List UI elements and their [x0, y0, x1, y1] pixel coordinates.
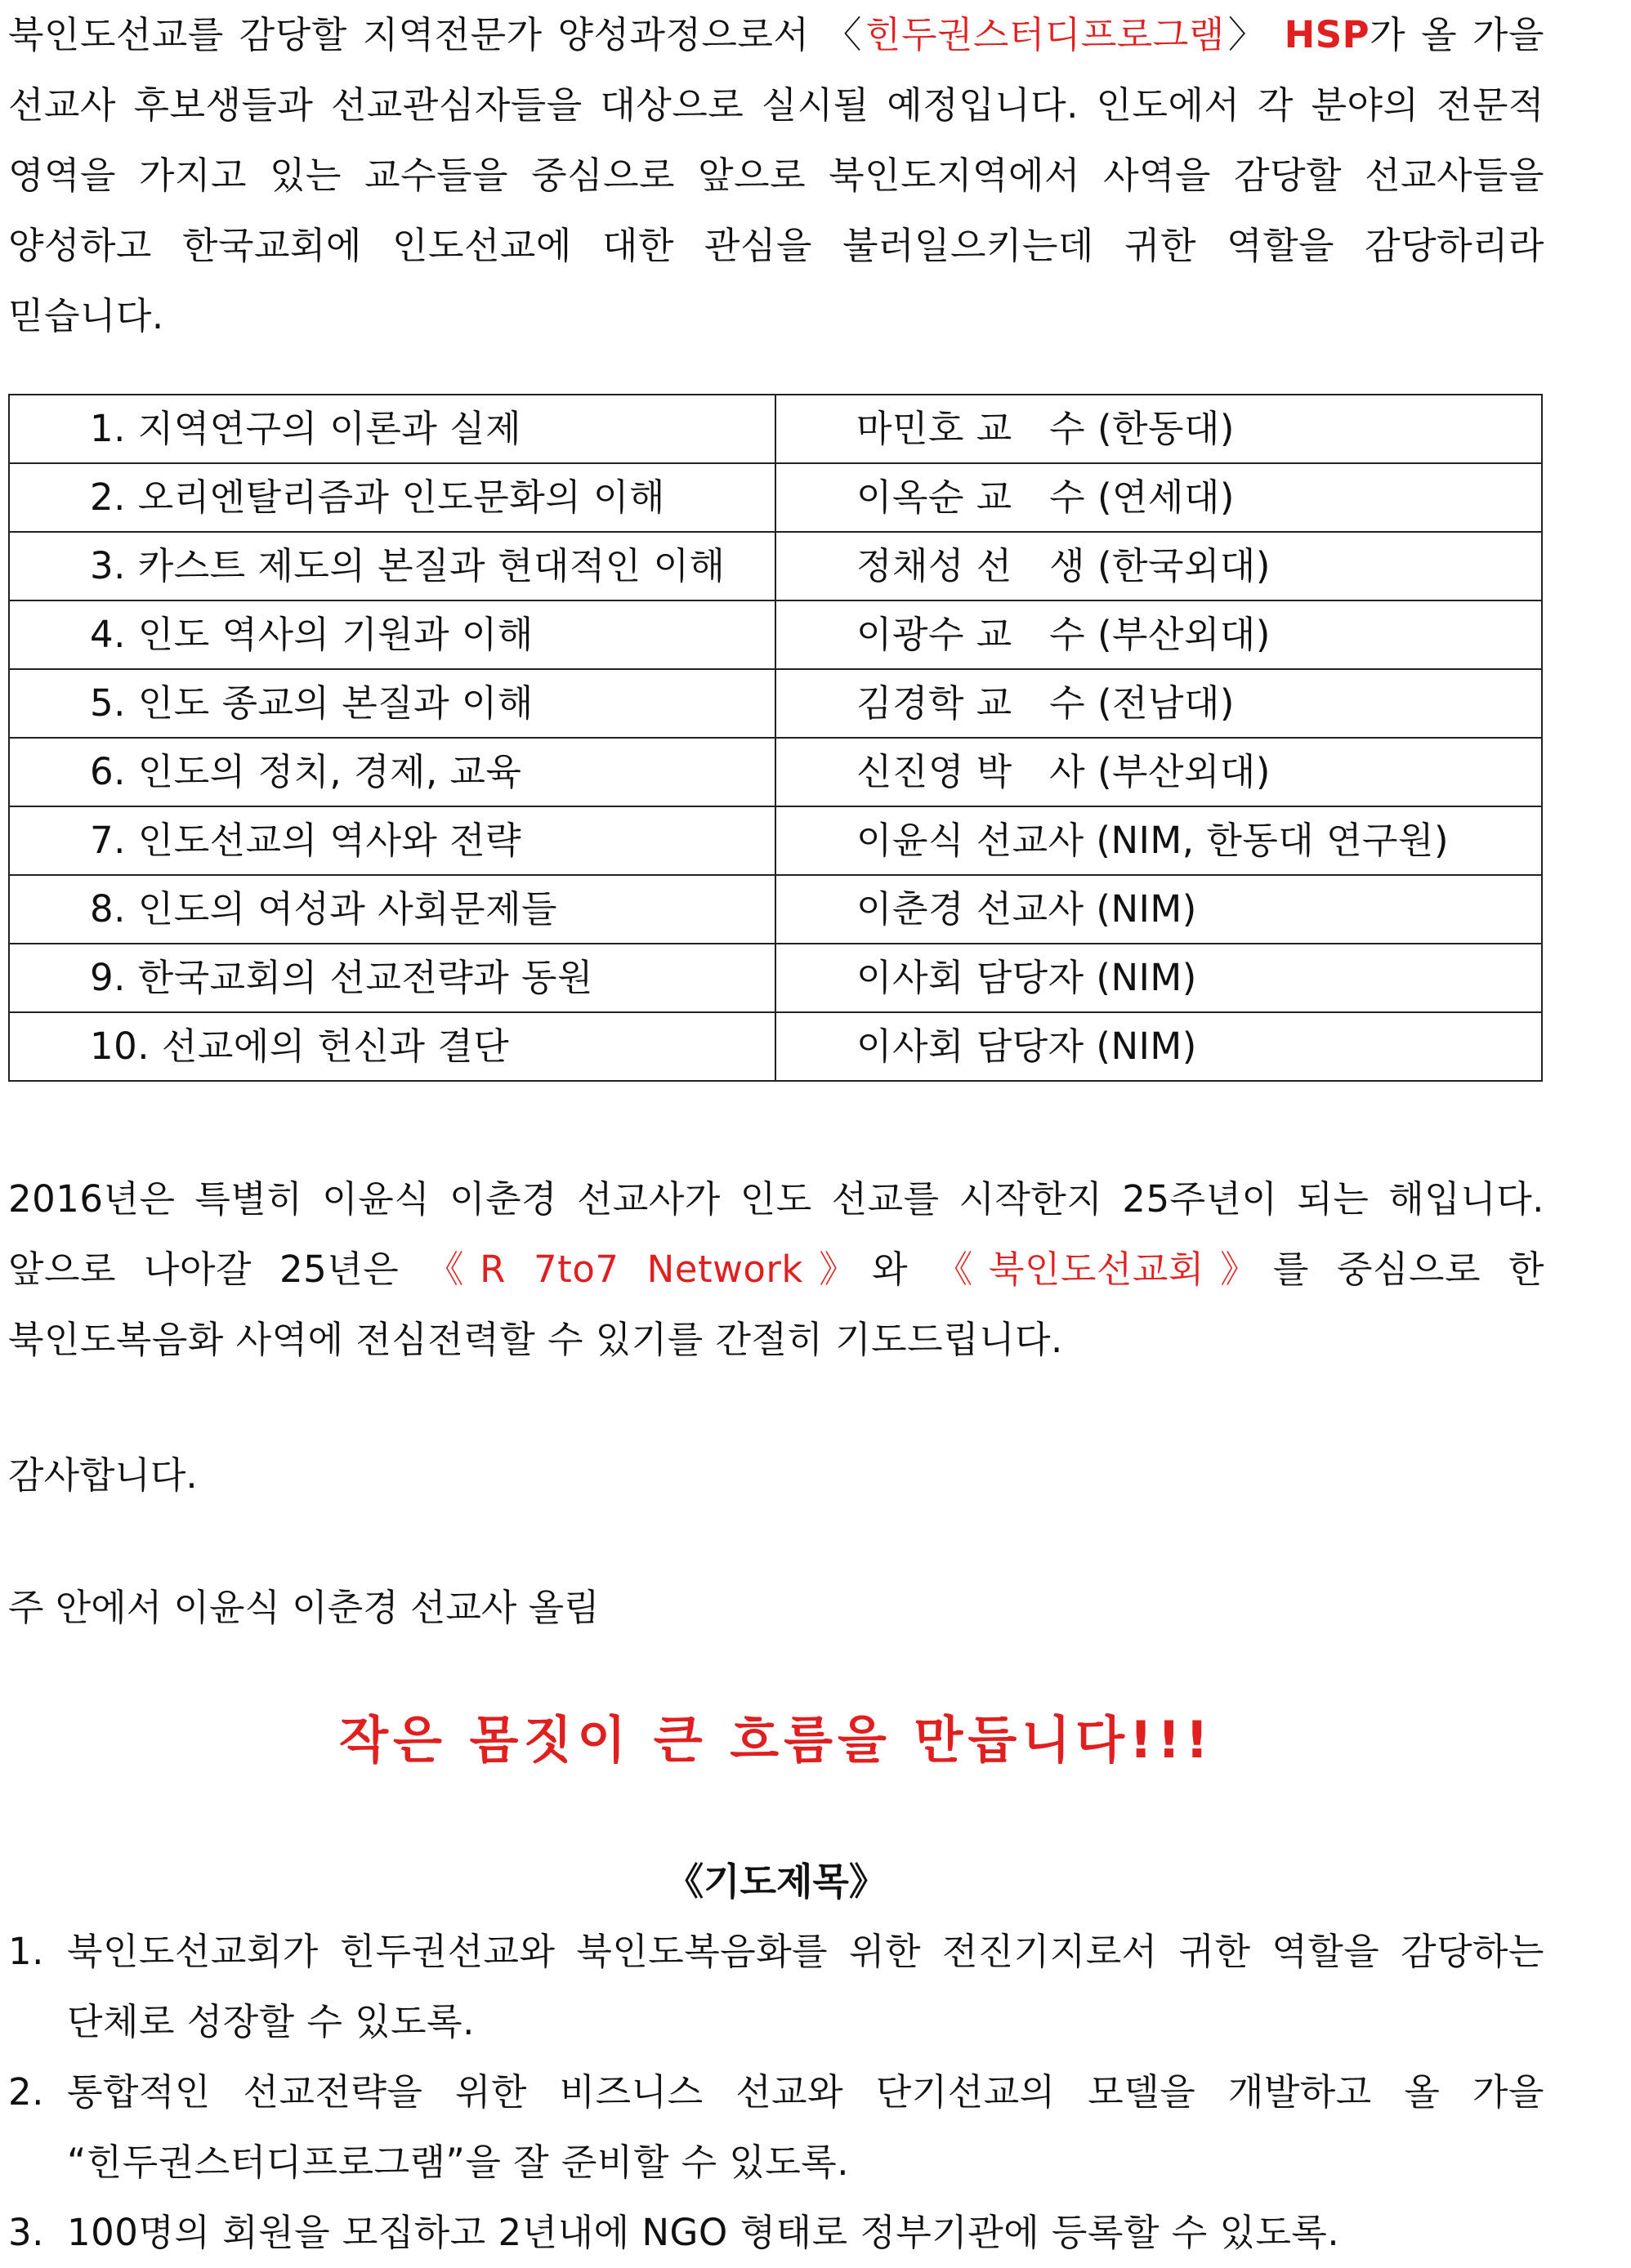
- course-instructor: 정채성 선 생 (한국외대): [775, 532, 1542, 600]
- list-item-number: 1.: [8, 1930, 44, 1973]
- list-item: [8, 2198, 1544, 2268]
- list-item: [8, 1917, 1544, 2057]
- intro-text-a: 북인도선교를 감당할 지역전문가 양성과정으로서 〈: [8, 13, 866, 56]
- prayer-title: 《기도제목》: [666, 1859, 887, 1904]
- program-abbr: HSP: [1284, 13, 1370, 56]
- course-title: 6. 인도의 정치, 경제, 교육: [9, 738, 775, 806]
- list-item-number: 3.: [8, 2211, 44, 2254]
- list-item-text: 북인도선교회가 힌두권선교와 북인도복음화를 위한 전진기지로서 귀한 역할을 감당하는 단체로 성장할 수 있도록.: [67, 1930, 1544, 2043]
- table-row: [9, 944, 1542, 1012]
- course-title: 4. 인도 역사의 기원과 이해: [9, 600, 775, 669]
- course-title: 10. 선교에의 헌신과 결단: [9, 1012, 775, 1081]
- table-row: [9, 600, 1542, 669]
- course-instructor: 이사회 담당자 (NIM): [775, 944, 1542, 1012]
- thanks-line: 감사합니다.: [8, 1453, 198, 1497]
- intro-text-c: 가 올 가을 선교사 후보생들과 선교관심자들을 대상으로 실시될 예정입니다. 인도에서 각 분야의 전문적 영역을 가지고 있는 교수들을 중심으로 앞으로 북인도지역에서 사역을 감당할 선교사들을 양성하고 한국교회에 인도선교에 대한 관심을 불러일으키는데 귀한 역할을 감당하리라 믿습니다.: [8, 13, 1544, 337]
- course-instructor: 신진영 박 사 (부산외대): [775, 738, 1542, 806]
- course-instructor: 이사회 담당자 (NIM): [775, 1012, 1542, 1081]
- course-title: 3. 카스트 제도의 본질과 현대적인 이해: [9, 532, 775, 600]
- course-instructor: 이광수 교 수 (부산외대): [775, 600, 1542, 669]
- anniversary-text-c: 를 중심으로 한 북인도복음화 사역에 전심전력할 수 있기를 간절히 기도드립니다.: [8, 1248, 1544, 1361]
- course-instructor: 마민호 교 수 (한동대): [775, 395, 1542, 463]
- course-title: 1. 지역연구의 이론과 실제: [9, 395, 775, 463]
- list-item-text: 100명의 회원을 모집하고 2년내에 NGO 형태로 정부기관에 등록할 수 있도록.: [67, 2211, 1340, 2254]
- course-title: 9. 한국교회의 선교전략과 동원: [9, 944, 775, 1012]
- list-item-text: 통합적인 선교전략을 위한 비즈니스 선교와 단기선교의 모델을 개발하고 올 가을 “힌두권스터디프로그램”을 잘 준비할 수 있도록.: [67, 2070, 1544, 2184]
- slogan-heading: 작은 몸짓이 큰 흐름을 만듭니다!!!: [339, 1710, 1213, 1770]
- signature-line: 주 안에서 이윤식 이춘경 선교사 올림: [8, 1586, 600, 1629]
- table-row: [9, 1012, 1542, 1081]
- list-item-number: 2.: [8, 2070, 44, 2114]
- course-table: [8, 394, 1543, 1082]
- course-instructor: 이옥순 교 수 (연세대): [775, 463, 1542, 532]
- anniversary-text-a: 2016년은 특별히 이윤식 이춘경 선교사가 인도 선교를 시작한지 25주년이 되는 해입니다. 앞으로 나아갈 25년은: [8, 1177, 1544, 1291]
- network-name: 《R 7to7 Network》: [427, 1248, 873, 1291]
- course-instructor: 이윤식 선교사 (NIM, 한동대 연구원): [775, 806, 1542, 875]
- table-row: [9, 532, 1542, 600]
- table-row: [9, 395, 1542, 463]
- intro-paragraph: [8, 0, 1544, 351]
- list-item: [8, 2057, 1544, 2198]
- course-title: 5. 인도 종교의 본질과 이해: [9, 669, 775, 738]
- anniversary-text-b: 와: [872, 1248, 936, 1291]
- intro-text-b: 〉: [1224, 13, 1285, 56]
- course-title: 2. 오리엔탈리즘과 인도문화의 이해: [9, 463, 775, 532]
- anniversary-paragraph: [8, 1164, 1544, 1375]
- course-instructor: 김경학 교 수 (전남대): [775, 669, 1542, 738]
- table-row: [9, 738, 1542, 806]
- prayer-list: [8, 1917, 1544, 2268]
- program-name: 힌두권스터디프로그램: [865, 13, 1225, 56]
- course-instructor: 이춘경 선교사 (NIM): [775, 875, 1542, 944]
- course-title: 7. 인도선교의 역사와 전략: [9, 806, 775, 875]
- table-row: [9, 669, 1542, 738]
- church-name: 《북인도선교회》: [936, 1248, 1273, 1291]
- table-row: [9, 806, 1542, 875]
- table-row: [9, 463, 1542, 532]
- table-row: [9, 875, 1542, 944]
- course-title: 8. 인도의 여성과 사회문제들: [9, 875, 775, 944]
